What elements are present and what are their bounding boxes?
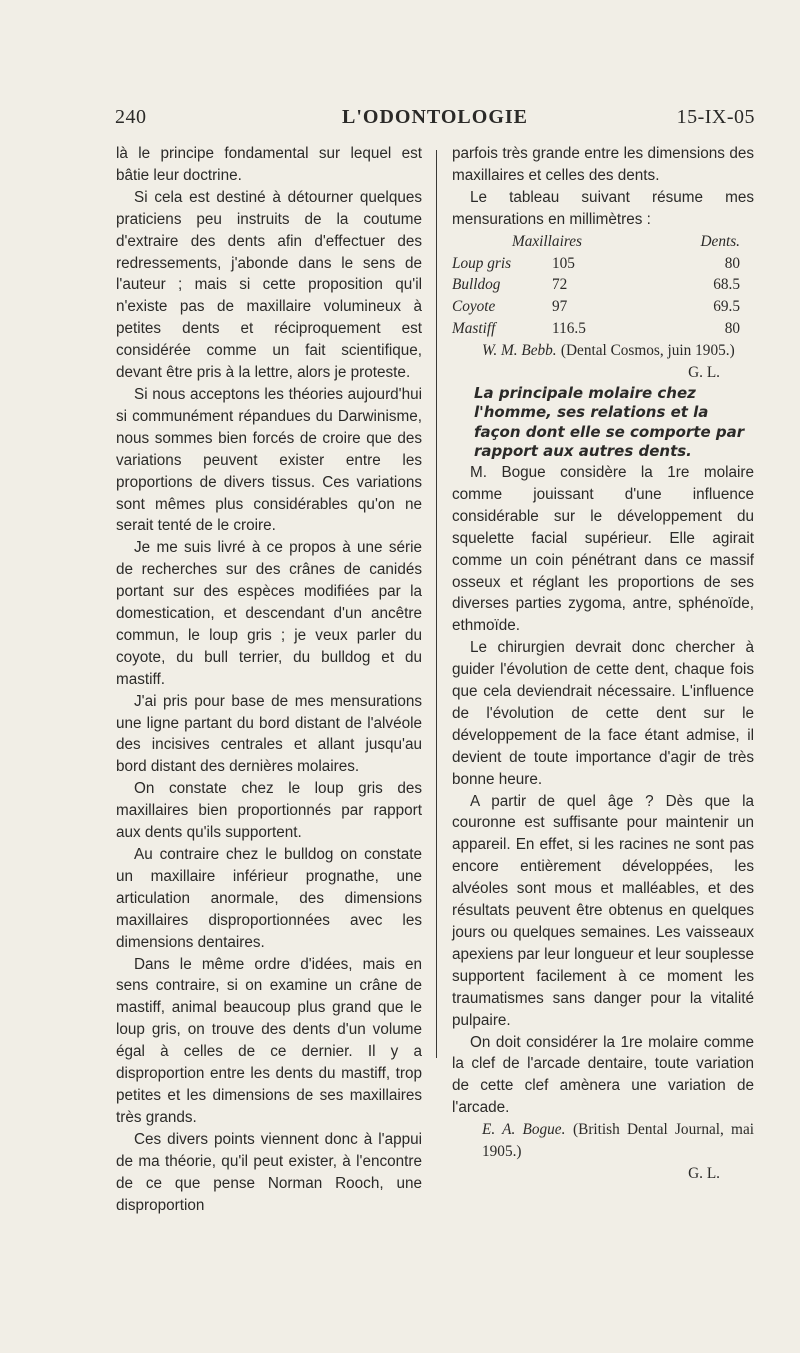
paragraph: Si cela est destiné à détourner quelques praticiens peu instruits de la coutume d'extraire des dents afin d'effectuer des redressements, j'abonde dans le sens de l'auteur ; mais si cette proposition qu'il n'existe pas de maxillaire volumineux à petites dents et réciproquement est considérée comme un fait scientifique, devant être pris à la lettre, alors je proteste. [116, 188, 422, 382]
paragraph: Je me suis livré à ce propos à une série de recherches sur des crânes de canidés portant sur des espèces modifiées par la domestication, et descendant d'un ancêtre commun, le loup gris ; je veux parler du coyote, du bull terrier, du bulldog et du mastiff. [116, 539, 422, 688]
animal-name: Loup gris [452, 254, 512, 272]
citation-source: (Dental Cosmos, juin 1905.) [560, 342, 735, 360]
table-row [452, 318, 754, 340]
right-column [452, 143, 754, 1185]
paragraph: A partir de quel âge ? Dès que la couronne est suffisante pour maintenir un appareil. En effet, si les racines ne sont pas encore entièrement développées, les alvéoles sont mous et malléables, et des résultats peuvent être obtenus en quelques jours ou quelques semaines. Les vaisseaux apexiens par leur longueur et leur souplesse supportent facilement à ce moment les traumatismes sans danger pour la vitalité pulpaire. [452, 792, 754, 1029]
animal-name: Mastiff [452, 320, 496, 338]
animal-name: Bulldog [452, 276, 501, 294]
table-header-row [452, 231, 754, 253]
citation-source: (British Dental Journal, mai 1905.) [482, 1121, 754, 1161]
paragraph: Si nous acceptons les théories aujourd'hui si communément répandues du Darwinisme, nous sommes bien forcés de croire que des variations peuvent exister entre les proportions de divers tissus. Ces variations sont mêmes plus considérables qu'on ne serait tenté de le croire. [116, 385, 422, 535]
citation [452, 1119, 754, 1163]
paragraph: Au contraire chez le bulldog on constate un maxillaire inférieur prognathe, une articulation anormale, des dimensions maxillaires disproportionnées avec les dimensions dentaires. [116, 846, 422, 951]
dents-value: 80 [724, 254, 740, 272]
table-row [452, 274, 754, 296]
maxillaires-value: 105 [552, 254, 575, 272]
paragraph: parfois très grande entre les dimensions des maxillaires et celles des dents. [452, 145, 754, 184]
maxillaires-value: 97 [552, 298, 568, 316]
paragraph: M. Bogue considère la 1re molaire comme jouissant d'une influence considérable sur le développement du squelette facial supérieur. Elle agirait comme un coin pénétrant dans ce massif osseux et réglant les proportions de ses diverses parties zygoma, antre, sphénoïde, ethmoïde. [452, 463, 754, 635]
issue-date: 15-IX-05 [676, 106, 755, 128]
paragraph: là le principe fondamental sur lequel est bâtie leur doctrine. [116, 145, 422, 184]
column-header-dents: Dents. [700, 232, 740, 250]
measurements-table [452, 231, 754, 341]
citation [452, 340, 754, 362]
paragraph: On doit considérer la 1re molaire comme la clef de l'arcade dentaire, toute variation de cette clef amènera une variation de l'arcade. [452, 1033, 754, 1117]
journal-title: L'ODONTOLOGIE [341, 106, 528, 128]
animal-name: Coyote [452, 298, 496, 316]
paragraph: J'ai pris pour base de mes mensurations une ligne partant du bord distant de l'alvéole des incisives centrales et allant jusqu'au bord distant des dernières molaires. [116, 692, 422, 776]
page-header [115, 106, 755, 136]
dents-value: 80 [724, 320, 740, 338]
paragraph: On constate chez le loup gris des maxillaires bien proportionnés par rapport aux dents qu'ils supportent. [116, 780, 422, 842]
maxillaires-value: 116.5 [552, 320, 586, 338]
left-column [116, 143, 422, 1216]
paragraph: Le chirurgien devrait donc chercher à guider l'évolution de cette dent, chaque fois que cela deviendrait nécessaire. L'influence de l'évolution de cette dent sur le développement de la face étant admise, il devient de toute importance d'agir de très bonne heure. [452, 639, 754, 788]
signature: G. L. [688, 364, 720, 382]
paragraph: Ces divers points viennent donc à l'appui de ma théorie, qu'il peut exister, à l'encontre de ce que pense Norman Rooch, une disproportion [116, 1130, 422, 1214]
dents-value: 69.5 [713, 298, 740, 316]
paragraph: Le tableau suivant résume mes mensurations en millimètres : [452, 188, 754, 228]
dents-value: 68.5 [713, 276, 740, 294]
table-row [452, 296, 754, 318]
citation-author: W. M. Bebb. [482, 342, 557, 360]
page-number: 240 [115, 106, 147, 128]
table-row [452, 253, 754, 275]
paragraph: Dans le même ordre d'idées, mais en sens contraire, si on examine un crâne de mastiff, animal beaucoup plus grand que le loup gris, on trouve des dents d'un volume égal à celles de ce dernier. Il y a disproportion entre les dents du mastiff, trop petites et les dimensions de ses maxillaires très grands. [116, 955, 422, 1126]
maxillaires-value: 72 [552, 276, 568, 294]
citation-author: E. A. Bogue. [482, 1121, 566, 1139]
column-header-maxillaires: Maxillaires [512, 232, 582, 250]
section-title: La principale molaire chez l'homme, ses relations et la façon dont elle se comporte par rapport aux autres dents. [474, 383, 745, 461]
column-divider [436, 150, 437, 1058]
signature: G. L. [688, 1164, 720, 1182]
